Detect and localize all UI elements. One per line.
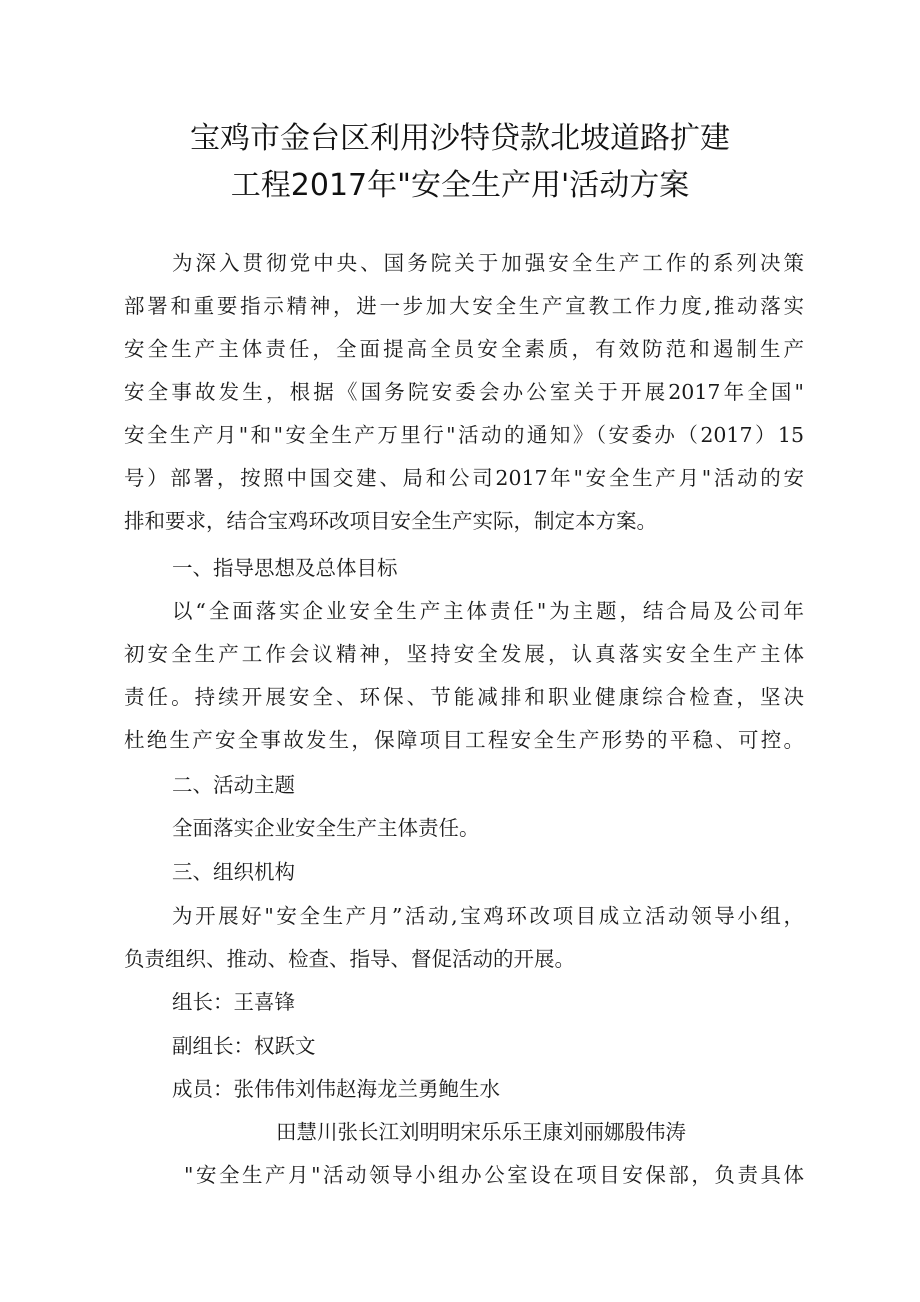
section3-line-2: 负责组织、推动、检查、指导、督促活动的开展。 (124, 947, 575, 971)
document-title-line-1: 宝鸡市金台区利用沙特贷款北坡道路扩建 (190, 121, 730, 156)
intro-line-2: 部署和重要指示精神，进一步加大安全生产宣教工作力度,推动落实 (124, 294, 804, 318)
group-leader: 组长：王喜锋 (172, 990, 295, 1014)
document-title-line-2: 工程2017年"安全生产用'活动方案 (230, 168, 690, 203)
intro-line-5: 安全生产月"和"安全生产万里行"活动的通知》（安委办（2017）15 (124, 423, 804, 447)
section1-line-3: 责任。持续开展安全、环保、节能减排和职业健康综合检查，坚决 (124, 685, 804, 709)
intro-line-7: 排和要求，结合宝鸡环改项目安全生产实际，制定本方案。 (124, 509, 657, 533)
members-line-1: 成员：张伟伟刘伟赵海龙兰勇鲍生水 (172, 1077, 500, 1101)
section-heading-guiding-thought: 一、指导思想及总体目标 (172, 556, 398, 580)
office-line: "安全生产月"活动领导小组办公室设在项目安保部，负责具体 (184, 1163, 804, 1187)
intro-line-3: 安全生产主体责任，全面提高全员安全素质，有效防范和遏制生产 (124, 337, 804, 361)
section2-body: 全面落实企业安全生产主体责任。 (172, 816, 480, 840)
section-heading-organization: 三、组织机构 (172, 860, 295, 884)
section3-line-1: 为开展好"安全生产月”活动,宝鸡环改项目成立活动领导小组， (172, 904, 804, 928)
intro-line-6: 号）部署，按照中国交建、局和公司2017年"安全生产月"活动的安 (124, 466, 804, 490)
members-line-2: 田慧川张长江刘明明宋乐乐王康刘丽娜殷伟涛 (276, 1120, 686, 1144)
section-heading-theme: 二、活动主题 (172, 773, 295, 797)
intro-line-4: 安全事故发生，根据《国务院安委会办公室关于开展2017年全国" (124, 380, 804, 404)
deputy-group-leader: 副组长：权跃文 (172, 1034, 316, 1058)
intro-line-1: 为深入贯彻党中央、国务院关于加强安全生产工作的系列决策 (172, 251, 804, 275)
section1-line-1: 以“全面落实企业安全生产主体责任"为主题，结合局及公司年 (172, 599, 804, 623)
section1-line-4: 杜绝生产安全事故发生，保障项目工程安全生产形势的平稳、可控。 (124, 728, 804, 752)
section1-line-2: 初安全生产工作会议精神，坚持安全发展，认真落实安全生产主体 (124, 642, 804, 666)
